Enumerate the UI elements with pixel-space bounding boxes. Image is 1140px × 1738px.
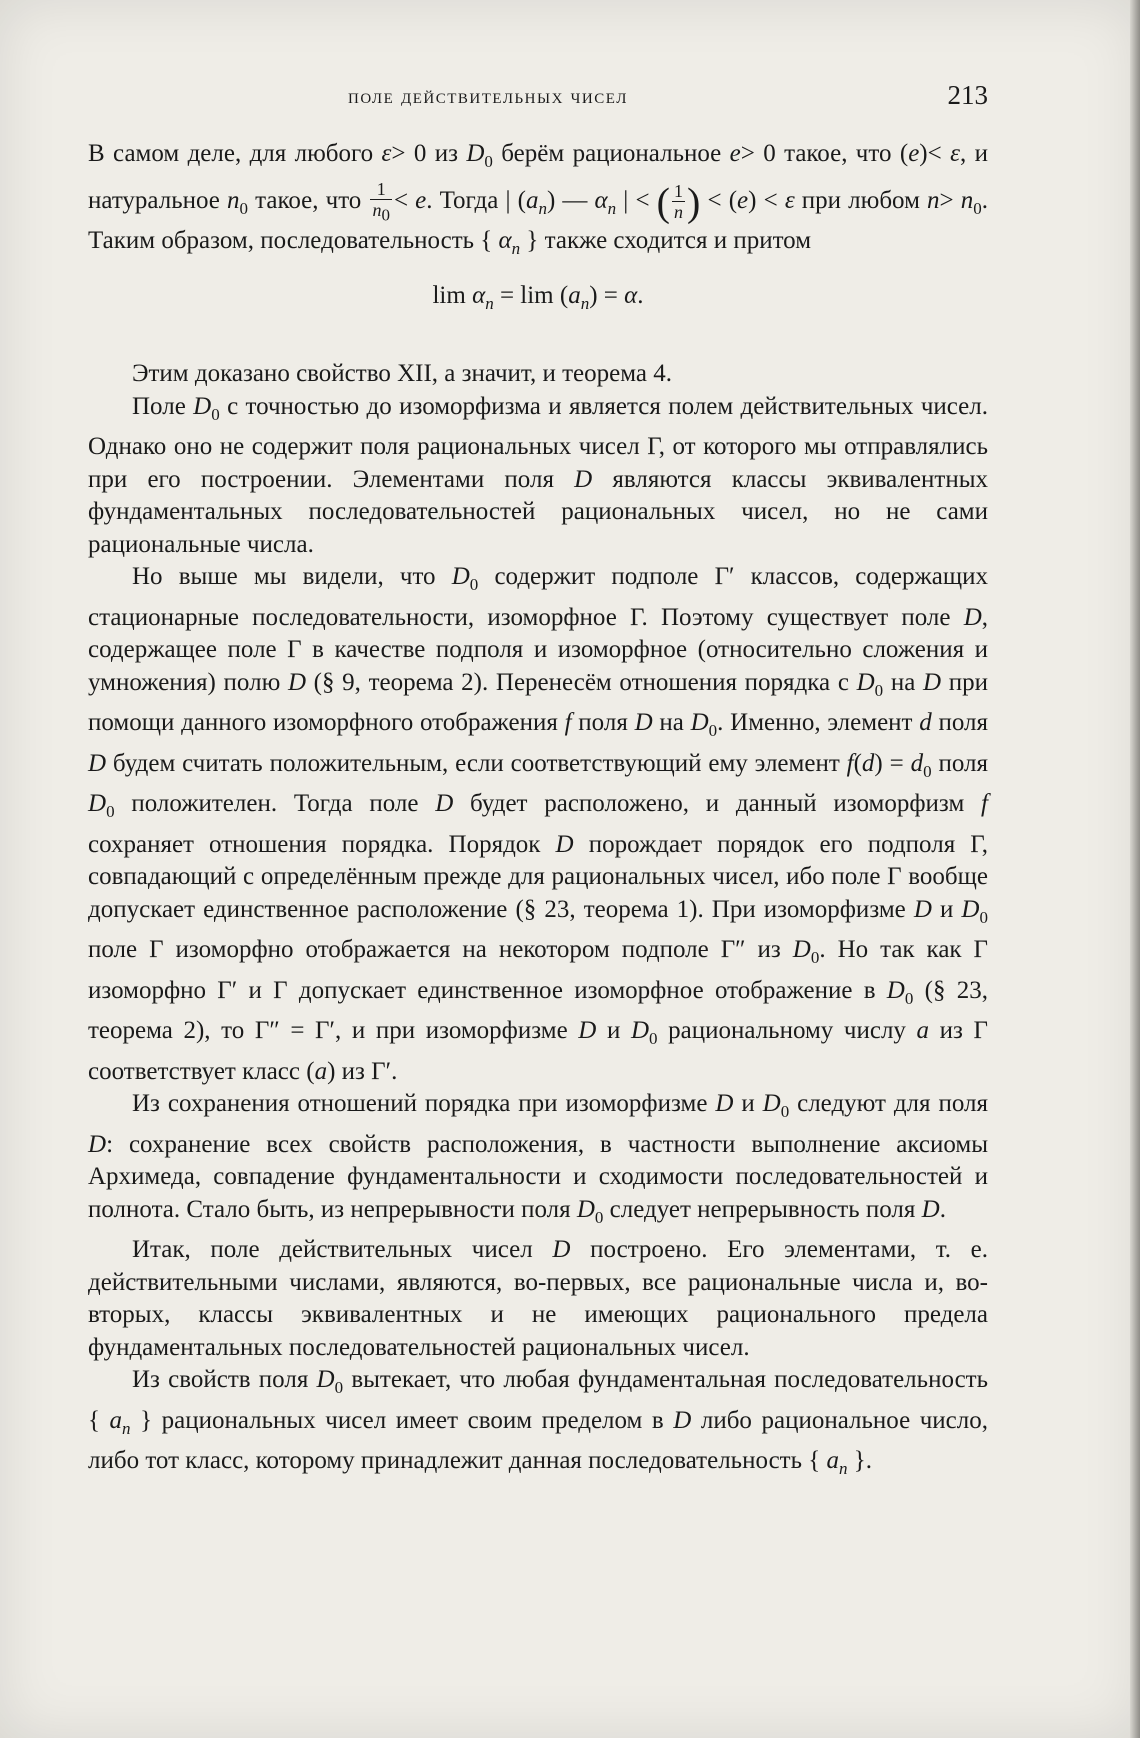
page-spine-shadow xyxy=(1130,0,1140,1738)
paragraph-real-numbers-constructed: Итак, поле действительных чисел D построено. Его элементами, т. е. действительными числами, являются, во-первых, все рациональные числа и, во-вторых, классы эквивалентных и не имеющих рационального предела фундаментальных последовательностей рациональных чисел. xyxy=(88,1236,989,1361)
paragraph-isomorphism: Но выше мы видели, что $D_0$ содержит подполе Γ′ классов, содержащих стационарные последовательности, изоморфное Γ. Поэтому существует поле D, содержащее поле Γ в качестве подполя и изоморфное (относительно сложения и умножения) полю D (§ 9, теорема 2). Перенесём отношения порядка с $D_0$ на D при помощи данного изоморфного отображения f поля D на $D_0$. Именно, элемент d поля D будем считать положительным, если соответствующий ему элемент $f(d) = d_0$ поля $D_0$ положителен. Тогда поле D будет расположено, и данный изоморфизм f сохраняет отношения порядка. Порядок D порождает порядок его подполя Γ, совпадающий с определённым прежде для рациональных чисел, ибо поле Γ вообще допускает единственное расположение (§ 23, теорема 1). При изоморфизме D и $D_0$ поле Γ изоморфно отображается на некотором подполе Γ″ из $D_0$. Но так как Γ изоморфно Γ′ и Γ допускает единственное изоморфное отображение в $D_0$ (§ 23, теорема 2), то Γ″ = Γ′, и при изоморфизме D и $D_0$ рациональному числу a из Γ соответствует класс (a) из Γ′. xyxy=(88,563,988,1085)
limit-formula: $\lim \alpha_n = \lim (a_n) = \alpha$. xyxy=(432,281,644,313)
page-body xyxy=(88,138,988,1486)
paragraph-fundamental-limit: Из свойств поля $D_0$ вытекает, что любая фундаментальная последовательность { $a_n$ } рациональных чисел имеет своим пределом в D либо рациональное число, либо тот класс, которому принадлежит данная последовательность { $a_n$ }. xyxy=(88,1366,988,1479)
fraction-one-over-n: $\frac{1}{n}$ xyxy=(674,181,683,223)
paragraph-order-preservation: Из сохранения отношений порядка при изоморфизме D и $D_0$ следуют для поля D: сохранение всех свойств расположения, в частности выполнение аксиомы Архимеда, совпадение фундаментальности и сходимости последовательностей и полнота. Стало быть, из непрерывности поля $D_0$ следует непрерывность поля D. xyxy=(88,1090,988,1227)
paragraph-field-d0: Поле $D_0$ с точностью до изоморфизма и является полем действительных чисел. Однако оно не содержит поля рациональных чисел Γ, от которого мы отправлялись при его построении. Элементами поля D являются классы эквивалентных фундаментальных последовательностей рациональных чисел, но не сами рациональные числа. xyxy=(88,392,989,558)
page-number: 213 xyxy=(947,80,988,110)
paragraph-theorem-proved: Этим доказано свойство XII, а значит, и теорема 4. xyxy=(132,360,672,388)
page-header xyxy=(88,80,988,120)
paragraph-proof-continuation: В самом деле, для любого ε> 0 из $D_0$ берём рациональное e> 0 такое, что (e)< ε, и натуральное $n_0$ такое, что $\frac{1}{n_0}$ < e. Тогда | $(a_n)$ — $\alpha_n$ | < ( $\frac{1}{n}$ ) < (e) < ε при любом $n> n_0$. Таким образом, последовательность { $\alpha_n$ } также сходится и притом xyxy=(88,140,989,259)
running-title: поле действительных чисел xyxy=(348,84,628,108)
fraction-one-over-n0: $\frac{1}{n_0}$ xyxy=(372,178,390,225)
